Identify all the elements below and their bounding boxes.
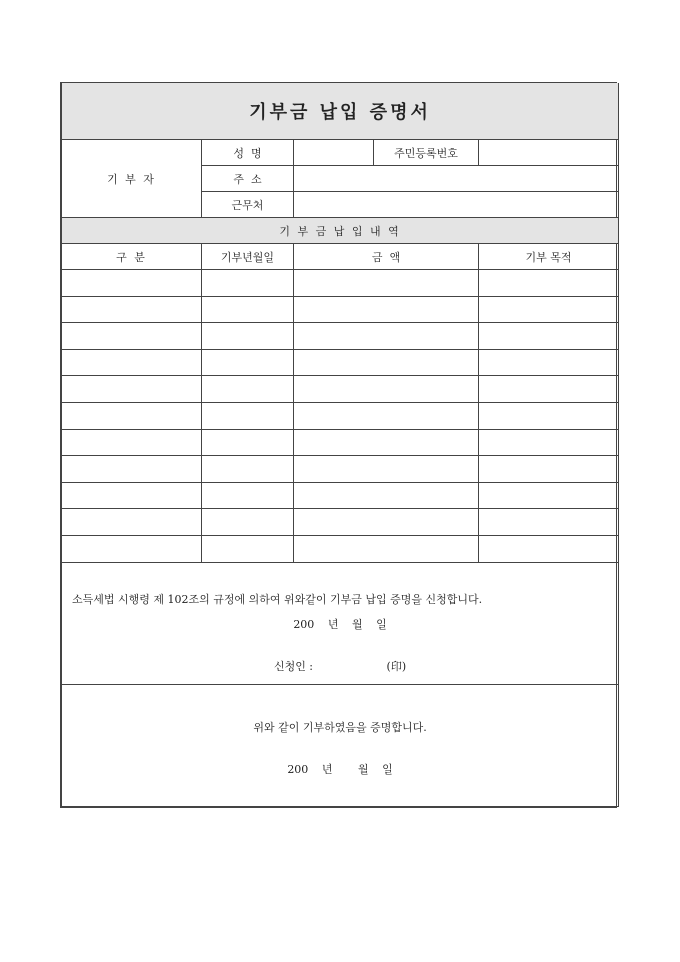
- category-cell[interactable]: [62, 323, 202, 350]
- column-purpose: 기부 목적: [479, 244, 619, 270]
- table-row: [62, 535, 619, 562]
- declaration-day-unit: 일: [376, 617, 387, 631]
- amount-cell[interactable]: [294, 270, 479, 297]
- donation-certificate-form: [60, 82, 617, 808]
- date-cell[interactable]: [202, 482, 294, 509]
- declaration-year-unit: 년: [327, 617, 339, 631]
- table-row: [62, 456, 619, 483]
- purpose-cell[interactable]: [479, 429, 619, 456]
- date-cell[interactable]: [202, 429, 294, 456]
- purpose-cell[interactable]: [479, 349, 619, 376]
- donor-label: 기 부 자: [62, 140, 202, 218]
- table-row: [62, 402, 619, 429]
- purpose-cell[interactable]: [479, 402, 619, 429]
- category-cell[interactable]: [62, 535, 202, 562]
- certification-date-prefix: 200: [287, 762, 309, 776]
- category-cell[interactable]: [62, 402, 202, 429]
- resident-number-field[interactable]: [479, 140, 619, 166]
- date-cell[interactable]: [202, 349, 294, 376]
- table-row: [62, 270, 619, 297]
- purpose-cell[interactable]: [479, 323, 619, 350]
- date-cell[interactable]: [202, 270, 294, 297]
- declaration-section: [62, 562, 619, 684]
- date-cell[interactable]: [202, 323, 294, 350]
- amount-cell[interactable]: [294, 376, 479, 403]
- address-field[interactable]: [294, 166, 619, 192]
- amount-cell[interactable]: [294, 323, 479, 350]
- section-title: 기 부 금 납 입 내 역: [62, 218, 619, 244]
- amount-cell[interactable]: [294, 296, 479, 323]
- category-cell[interactable]: [62, 296, 202, 323]
- column-category: 구 분: [62, 244, 202, 270]
- purpose-cell[interactable]: [479, 296, 619, 323]
- applicant-label: 신청인 :: [273, 659, 314, 673]
- address-label: 주 소: [202, 166, 294, 192]
- category-cell[interactable]: [62, 349, 202, 376]
- date-cell[interactable]: [202, 402, 294, 429]
- declaration-month-unit: 월: [351, 617, 363, 631]
- date-cell[interactable]: [202, 509, 294, 536]
- table-row: [62, 349, 619, 376]
- category-cell[interactable]: [62, 270, 202, 297]
- date-cell[interactable]: [202, 535, 294, 562]
- column-date: 기부년월일: [202, 244, 294, 270]
- date-cell[interactable]: [202, 456, 294, 483]
- declaration-date-prefix: 200: [293, 617, 315, 631]
- purpose-cell[interactable]: [479, 509, 619, 536]
- date-cell[interactable]: [202, 296, 294, 323]
- category-cell[interactable]: [62, 509, 202, 536]
- applicant-line: [62, 658, 618, 674]
- amount-cell[interactable]: [294, 482, 479, 509]
- table-row: [62, 296, 619, 323]
- category-cell[interactable]: [62, 482, 202, 509]
- workplace-field[interactable]: [294, 192, 619, 218]
- amount-cell[interactable]: [294, 456, 479, 483]
- certification-section: [62, 684, 619, 806]
- amount-cell[interactable]: [294, 402, 479, 429]
- certification-text: 위와 같이 기부하였음을 증명합니다.: [253, 720, 427, 734]
- amount-cell[interactable]: [294, 349, 479, 376]
- table-row: [62, 482, 619, 509]
- form-table: [61, 83, 619, 807]
- certification-month-unit: 월: [357, 762, 369, 776]
- date-cell[interactable]: [202, 376, 294, 403]
- purpose-cell[interactable]: [479, 376, 619, 403]
- category-cell[interactable]: [62, 429, 202, 456]
- table-row: [62, 429, 619, 456]
- declaration-text: 소득세법 시행령 제 102조의 규정에 의하여 위와같이 기부금 납입 증명을 신청합니다.: [72, 592, 483, 606]
- purpose-cell[interactable]: [479, 482, 619, 509]
- form-title: 기부금 납입 증명서: [62, 83, 619, 140]
- purpose-cell[interactable]: [479, 535, 619, 562]
- resident-number-label: 주민등록번호: [374, 140, 479, 166]
- category-cell[interactable]: [62, 456, 202, 483]
- amount-cell[interactable]: [294, 535, 479, 562]
- purpose-cell[interactable]: [479, 270, 619, 297]
- name-field[interactable]: [294, 140, 374, 166]
- certification-date: [62, 761, 618, 777]
- seal-mark: (印): [386, 659, 407, 673]
- table-row: [62, 509, 619, 536]
- purpose-cell[interactable]: [479, 456, 619, 483]
- certification-year-unit: 년: [321, 762, 333, 776]
- amount-cell[interactable]: [294, 429, 479, 456]
- amount-cell[interactable]: [294, 509, 479, 536]
- certification-day-unit: 일: [382, 762, 393, 776]
- column-amount: 금 액: [294, 244, 479, 270]
- category-cell[interactable]: [62, 376, 202, 403]
- workplace-label: 근무처: [202, 192, 294, 218]
- declaration-date: [62, 616, 618, 632]
- table-row: [62, 376, 619, 403]
- name-label: 성 명: [202, 140, 294, 166]
- table-row: [62, 323, 619, 350]
